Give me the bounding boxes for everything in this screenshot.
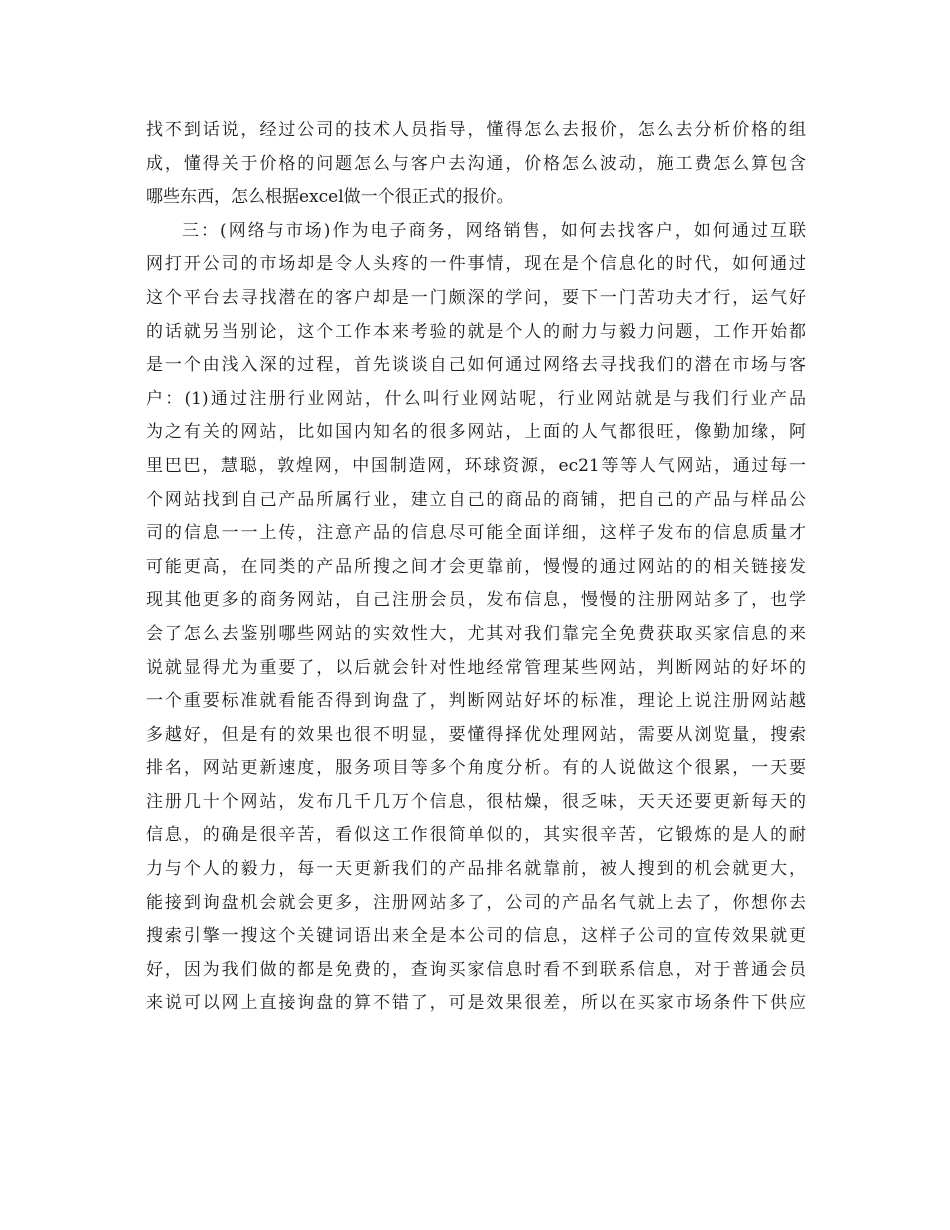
text-line: 为之有关的网站，比如国内知名的很多网站，上面的人气都很旺，像勤加缘，阿 [146, 422, 806, 443]
text-line: 能接到询盘机会就会更多，注册网站多了，公司的产品名气就上去了，你想你去 [146, 892, 806, 913]
text-line: 搜索引擎一搜这个关键词语出来全是本公司的信息，这样子公司的宣传效果就更 [146, 926, 806, 947]
text-line: 信息，的确是很辛苦，看似这工作很简单似的，其实很辛苦，它锻炼的是人的耐 [146, 825, 806, 846]
text-line: 注册几十个网站，发布几千几万个信息，很枯燥，很乏味，天天还要更新每天的 [146, 791, 806, 812]
text-line: 个网站找到自己产品所属行业，建立自己的商品的商铺，把自己的产品与样品公 [146, 489, 806, 510]
body-text [146, 114, 806, 1021]
text-line: 成，懂得关于价格的问题怎么与客户去沟通，价格怎么波动，施工费怎么算包含 [146, 153, 806, 174]
text-line: 说就显得尤为重要了，以后就会针对性地经常管理某些网站，判断网站的好坏的 [146, 657, 806, 678]
text-line: 力与个人的毅力，每一天更新我们的产品排名就靠前，被人搜到的机会就更大， [146, 859, 806, 880]
text-line: 会了怎么去鉴别哪些网站的实效性大，尤其对我们靠完全免费获取买家信息的来 [146, 623, 806, 644]
text-line: 这个平台去寻找潜在的客户却是一门颇深的学问，要下一门苦功夫才行，运气好 [146, 287, 806, 308]
text-line: 现其他更多的商务网站，自己注册会员，发布信息，慢慢的注册网站多了，也学 [146, 590, 806, 611]
text-line: 户：(1)通过注册行业网站，什么叫行业网站呢，行业网站就是与我们行业产品 [146, 388, 806, 409]
text-line: 多越好，但是有的效果也很不明显，要懂得择优处理网站，需要从浏览量，搜索 [146, 724, 806, 745]
text-line: 找不到话说，经过公司的技术人员指导，懂得怎么去报价，怎么去分析价格的组 [146, 120, 806, 140]
text-line: 三：(网络与市场)作为电子商务，网络销售，如何去找客户，如何通过互联 [182, 220, 806, 241]
text-line: 的话就另当别论，这个工作本来考验的就是个人的耐力与毅力问题，工作开始都 [146, 321, 806, 342]
text-line: 是一个由浅入深的过程，首先谈谈自己如何通过网络去寻找我们的潜在市场与客 [146, 355, 806, 376]
text-line: 一个重要标准就看能否得到询盘了，判断网站好坏的标准，理论上说注册网站越 [146, 691, 806, 712]
text-line: 可能更高，在同类的产品所搜之间才会更靠前，慢慢的通过网站的的相关链接发 [146, 556, 806, 577]
text-line: 来说可以网上直接询盘的算不错了，可是效果很差，所以在买家市场条件下供应 [146, 993, 806, 1014]
text-line: 哪些东西，怎么根据excel做一个很正式的报价。 [146, 187, 514, 208]
text-line: 网打开公司的市场却是令人头疼的一件事情，现在是个信息化的时代，如何通过 [146, 254, 806, 275]
text-line: 司的信息一一上传，注意产品的信息尽可能全面详细，这样子发布的信息质量才 [146, 523, 806, 544]
text-line: 排名，网站更新速度，服务项目等多个角度分析。有的人说做这个很累，一天要 [146, 758, 806, 779]
text-line: 里巴巴，慧聪，敦煌网，中国制造网，环球资源，ec21等等人气网站，通过每一 [146, 455, 806, 476]
text-line: 好，因为我们做的都是免费的，查询买家信息时看不到联系信息，对于普通会员 [146, 959, 806, 980]
